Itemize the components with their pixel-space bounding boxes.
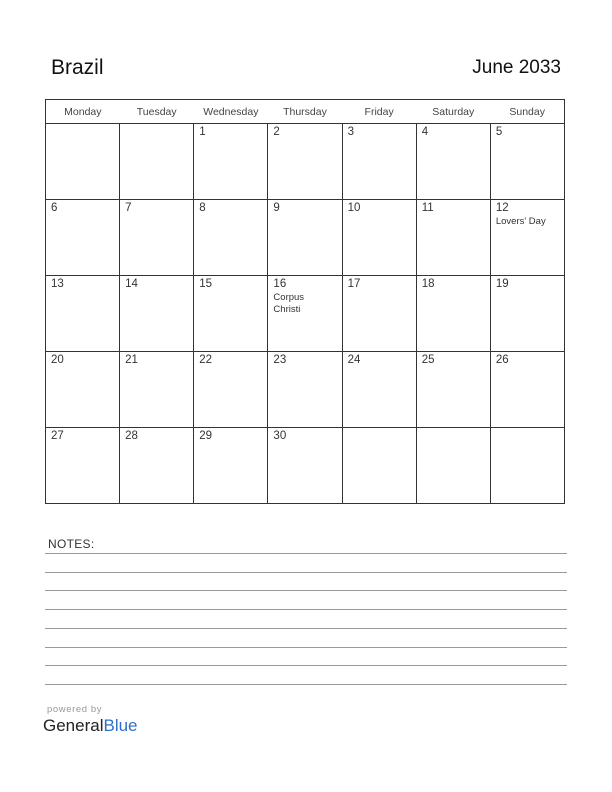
- note-line: [45, 553, 567, 554]
- note-line: [45, 647, 567, 648]
- day-cell: [490, 352, 564, 428]
- day-cell: [490, 428, 564, 504]
- month-title: June 2033: [472, 57, 561, 78]
- day-cell: [416, 352, 490, 428]
- day-cell: [194, 352, 268, 428]
- day-number: 17: [347, 278, 361, 290]
- calendar-grid: [45, 99, 565, 504]
- weekday-friday: Friday: [342, 100, 416, 124]
- note-line: [45, 684, 567, 685]
- day-cell: [342, 428, 416, 504]
- day-number: 12: [495, 202, 509, 214]
- day-cell: [416, 428, 490, 504]
- day-number: 9: [273, 202, 280, 214]
- powered-by-text: powered by: [47, 704, 103, 715]
- day-cell: [120, 124, 194, 200]
- day-number: 10: [347, 202, 361, 214]
- week-row: [46, 200, 565, 276]
- day-cell: [194, 200, 268, 276]
- day-cell: [120, 428, 194, 504]
- brand-logo[interactable]: [43, 716, 138, 736]
- day-number: 13: [51, 278, 64, 290]
- day-cell: [46, 276, 120, 352]
- day-number: 18: [421, 278, 435, 290]
- day-cell: [268, 352, 342, 428]
- brand-blue: Blue: [103, 716, 138, 735]
- day-cell: [120, 276, 194, 352]
- day-cell: [46, 352, 120, 428]
- weekday-wednesday: Wednesday: [194, 100, 268, 124]
- day-number: 22: [199, 354, 213, 366]
- day-cell: [268, 200, 342, 276]
- day-number: 3: [347, 126, 354, 138]
- day-cell: [120, 352, 194, 428]
- day-number: 21: [125, 354, 138, 366]
- note-line: [45, 572, 567, 573]
- week-row: [46, 124, 565, 200]
- day-cell: [416, 124, 490, 200]
- day-number: 19: [495, 278, 509, 290]
- holiday-label: Corpus Christi: [273, 292, 305, 315]
- note-line: [45, 628, 567, 629]
- day-cell: [342, 200, 416, 276]
- note-line: [45, 590, 567, 591]
- day-cell: [342, 124, 416, 200]
- weekday-thursday: Thursday: [268, 100, 342, 124]
- weekday-header-row: [46, 100, 565, 124]
- brand-general: General: [43, 716, 104, 735]
- day-number: 30: [273, 430, 287, 442]
- holiday-label: Lovers' Day: [495, 216, 546, 227]
- day-cell: [268, 124, 342, 200]
- day-cell: [342, 276, 416, 352]
- day-cell: [194, 276, 268, 352]
- day-number: 15: [199, 278, 213, 290]
- day-number: 25: [421, 354, 435, 366]
- day-cell: [120, 200, 194, 276]
- day-cell: [46, 124, 120, 200]
- day-cell: [46, 200, 120, 276]
- day-number: 7: [125, 202, 132, 214]
- day-number: 4: [421, 126, 429, 138]
- day-number: 14: [125, 278, 138, 290]
- day-cell: [46, 428, 120, 504]
- weekday-saturday: Saturday: [416, 100, 490, 124]
- note-line: [45, 609, 567, 610]
- day-number: 26: [495, 354, 509, 366]
- day-cell: [194, 428, 268, 504]
- day-number: 28: [125, 430, 138, 442]
- day-number: 16: [273, 278, 287, 290]
- day-number: 1: [199, 126, 206, 138]
- day-number: 20: [51, 354, 64, 366]
- day-number: 27: [51, 430, 64, 442]
- day-number: 6: [51, 202, 58, 214]
- day-cell: [194, 124, 268, 200]
- day-number: 5: [495, 126, 503, 138]
- day-number: 29: [199, 430, 213, 442]
- day-number: 2: [273, 126, 280, 138]
- day-number: 11: [421, 202, 434, 214]
- day-cell: [268, 276, 342, 352]
- week-row: [46, 352, 565, 428]
- day-cell: [342, 352, 416, 428]
- weekday-tuesday: Tuesday: [120, 100, 194, 124]
- day-cell: [490, 124, 564, 200]
- weekday-monday: Monday: [46, 100, 120, 124]
- day-number: 8: [199, 202, 206, 214]
- notes-label: NOTES:: [48, 537, 95, 551]
- day-cell: [268, 428, 342, 504]
- day-cell: [490, 276, 564, 352]
- day-cell: [416, 276, 490, 352]
- week-row: [46, 428, 565, 504]
- day-number: 24: [347, 354, 361, 366]
- week-row: [46, 276, 565, 352]
- day-cell: [416, 200, 490, 276]
- note-line: [45, 665, 567, 666]
- country-title: Brazil: [51, 56, 104, 79]
- day-number: 23: [273, 354, 287, 366]
- weekday-sunday: Sunday: [490, 100, 564, 124]
- day-cell: [490, 200, 564, 276]
